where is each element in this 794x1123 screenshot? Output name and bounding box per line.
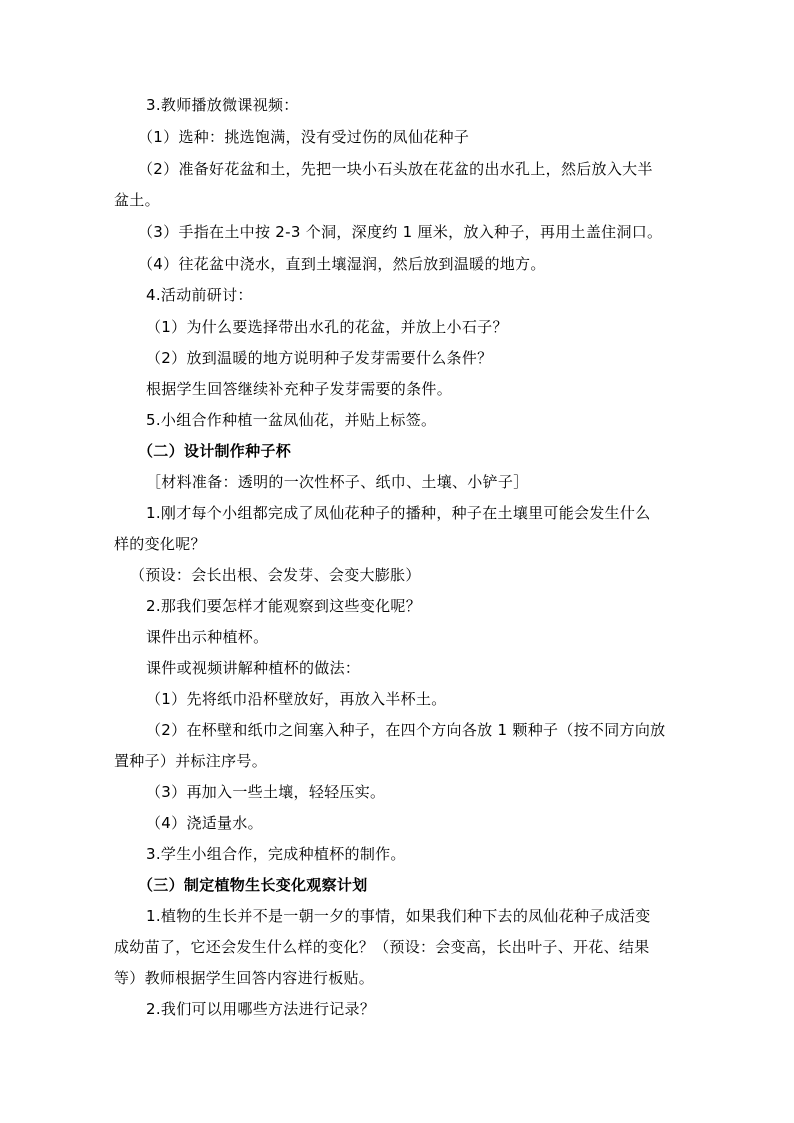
step-3-heading: 3.教师播放微课视频： bbox=[146, 96, 299, 114]
step-4-heading: 4.活动前研讨： bbox=[146, 286, 253, 304]
section-2-q2: 2.那我们要怎样才能观察到这些变化呢？ bbox=[146, 597, 422, 615]
step-3-item-4: （4）往花盆中浇水，直到土壤湿润，然后放到温暖的地方。 bbox=[138, 255, 546, 273]
step-3-item-1: （1）选种：挑选饱满，没有受过伤的凤仙花种子 bbox=[138, 128, 470, 146]
courseware-method: 课件或视频讲解种植杯的做法： bbox=[146, 659, 361, 677]
step-4-question-1: （1）为什么要选择带出水孔的花盆，并放上小石子？ bbox=[146, 318, 508, 336]
step-4-question-2: （2）放到温暖的地方说明种子发芽需要什么条件？ bbox=[146, 349, 493, 367]
section-3-p1: 1.植物的生长并不是一朝一夕的事情，如果我们种下去的凤仙花种子成活变 bbox=[146, 907, 651, 925]
section-2-preset: （预设：会长出根、会发芽、会变大膨胀） bbox=[130, 566, 421, 584]
step-5-text: 5.小组合作种植一盆凤仙花，并贴上标签。 bbox=[146, 411, 437, 429]
method-step-2: （2）在杯壁和纸巾之间塞入种子，在四个方向各放 1 颗种子（按不同方向放 bbox=[146, 721, 666, 739]
step-3-item-3: （3）手指在土中按 2-3 个洞，深度约 1 厘米，放入种子，再用土盖住洞口。 bbox=[138, 223, 663, 241]
section-3-heading: （三）制定植物生长变化观察计划 bbox=[138, 876, 368, 894]
materials-note: ［材料准备：透明的一次性杯子、纸巾、土壤、小铲子］ bbox=[146, 473, 529, 491]
section-3-p1-cont-2: 等）教师根据学生回答内容进行板贴。 bbox=[114, 969, 375, 987]
section-3-p2: 2.我们可以用哪些方法进行记录？ bbox=[146, 1000, 376, 1018]
step-3-item-2-cont: 盆土。 bbox=[114, 191, 160, 209]
section-3-p1-cont-1: 成幼苗了，它还会发生什么样的变化？（预设：会变高，长出叶子、开花、结果 bbox=[114, 938, 650, 956]
method-step-3: （3）再加入一些土壤，轻轻压实。 bbox=[146, 783, 386, 801]
courseware-cup: 课件出示种植杯。 bbox=[146, 628, 269, 646]
step-3-item-2: （2）准备好花盆和土，先把一块小石头放在花盆的出水孔上，然后放入大半 bbox=[138, 160, 653, 178]
method-step-1: （1）先将纸巾沿杯壁放好，再放入半杯土。 bbox=[146, 690, 447, 708]
section-2-step-3: 3.学生小组合作，完成种植杯的制作。 bbox=[146, 845, 406, 863]
method-step-2-cont: 置种子）并标注序号。 bbox=[114, 752, 268, 770]
section-2-heading: （二）设计制作种子杯 bbox=[138, 442, 292, 460]
section-2-q1: 1.刚才每个小组都完成了凤仙花种子的播种，种子在土壤里可能会发生什么 bbox=[146, 504, 651, 522]
section-2-q1-cont: 样的变化呢？ bbox=[114, 535, 206, 553]
method-step-4: （4）浇适量水。 bbox=[146, 814, 263, 832]
step-4-note: 根据学生回答继续补充种子发芽需要的条件。 bbox=[146, 380, 453, 398]
